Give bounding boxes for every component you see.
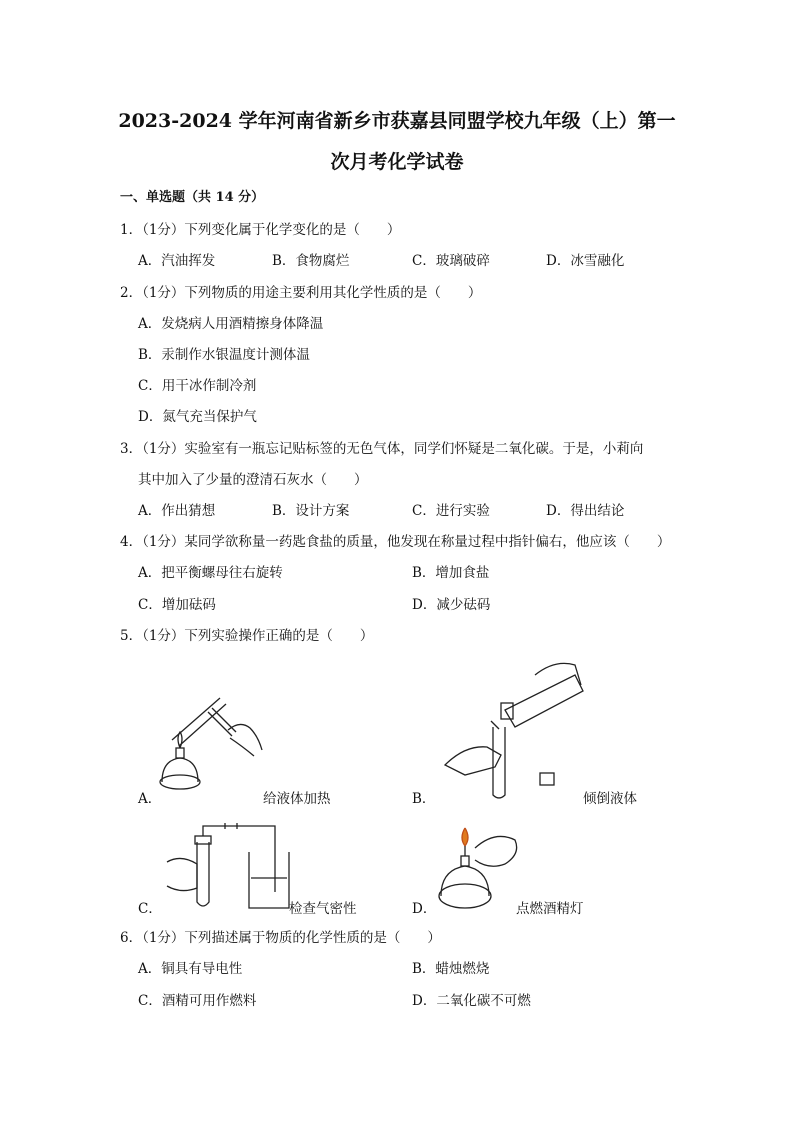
q1-option-b: B．食物腐烂 xyxy=(272,253,350,269)
q6-option-c: C．酒精可用作燃料 xyxy=(138,993,257,1009)
q3-option-d: D．得出结论 xyxy=(546,503,625,519)
q5-option-d-letter: D． xyxy=(412,901,437,917)
q4-option-d: D．减少砝码 xyxy=(412,597,491,613)
q6-option-b: B．蜡烛燃烧 xyxy=(412,961,490,977)
question-4: 4．（1分）某同学欲称量一药匙食盐的质量，他发现在称量过程中指针偏右，他应该（ ） xyxy=(120,534,671,550)
q2-option-c: C．用干冰作制冷剂 xyxy=(138,378,257,394)
pouring-liquid-figure xyxy=(435,655,585,800)
q5-option-c-caption: 检查气密性 xyxy=(289,901,357,917)
q2-option-d: D．氮气充当保护气 xyxy=(138,409,257,425)
q5-option-b-caption: 倾倒液体 xyxy=(583,791,637,807)
heating-liquid-figure xyxy=(150,690,265,800)
airtightness-check-figure xyxy=(165,822,290,912)
exam-title-line2: 次月考化学试卷 xyxy=(330,151,464,173)
question-5: 5．（1分）下列实验操作正确的是（ ） xyxy=(120,628,374,644)
question-3: 3．（1分）实验室有一瓶忘记贴标签的无色气体，同学们怀疑是二氧化碳。于是，小莉向 xyxy=(120,441,644,457)
question-2: 2．（1分）下列物质的用途主要利用其化学性质的是（ ） xyxy=(120,285,482,301)
q2-option-b: B．汞制作水银温度计测体温 xyxy=(138,347,310,363)
q3-option-a: A．作出猜想 xyxy=(138,503,216,519)
q6-option-a: A．铜具有导电性 xyxy=(138,961,243,977)
section-heading: 一、单选题（共 14 分） xyxy=(120,190,265,205)
q5-option-d-caption: 点燃酒精灯 xyxy=(516,901,584,917)
q4-option-c: C．增加砝码 xyxy=(138,597,216,613)
q2-option-a: A．发烧病人用酒精擦身体降温 xyxy=(138,316,324,332)
q1-option-c: C．玻璃破碎 xyxy=(412,253,490,269)
q5-option-a-caption: 给液体加热 xyxy=(263,791,331,807)
q3-option-b: B．设计方案 xyxy=(272,503,350,519)
q1-option-a: A．汽油挥发 xyxy=(138,253,216,269)
exam-title-line1: 2023-2024 学年河南省新乡市获嘉县同盟学校九年级（上）第一 xyxy=(118,110,676,132)
q1-option-d: D．冰雪融化 xyxy=(546,253,625,269)
q5-option-c-letter: C． xyxy=(138,901,162,917)
q6-option-d: D．二氧化碳不可燃 xyxy=(412,993,531,1009)
question-3-continued: 其中加入了少量的澄清石灰水（ ） xyxy=(138,472,368,488)
question-6: 6．（1分）下列描述属于物质的化学性质的是（ ） xyxy=(120,930,441,946)
q4-option-a: A．把平衡螺母往右旋转 xyxy=(138,565,283,581)
lighting-alcohol-lamp-figure xyxy=(435,820,525,912)
q4-option-b: B．增加食盐 xyxy=(412,565,490,581)
q5-option-b-letter: B． xyxy=(412,791,436,807)
q5-option-a-letter: A． xyxy=(138,791,162,807)
q3-option-c: C．进行实验 xyxy=(412,503,490,519)
question-1: 1．（1分）下列变化属于化学变化的是（ ） xyxy=(120,222,401,238)
